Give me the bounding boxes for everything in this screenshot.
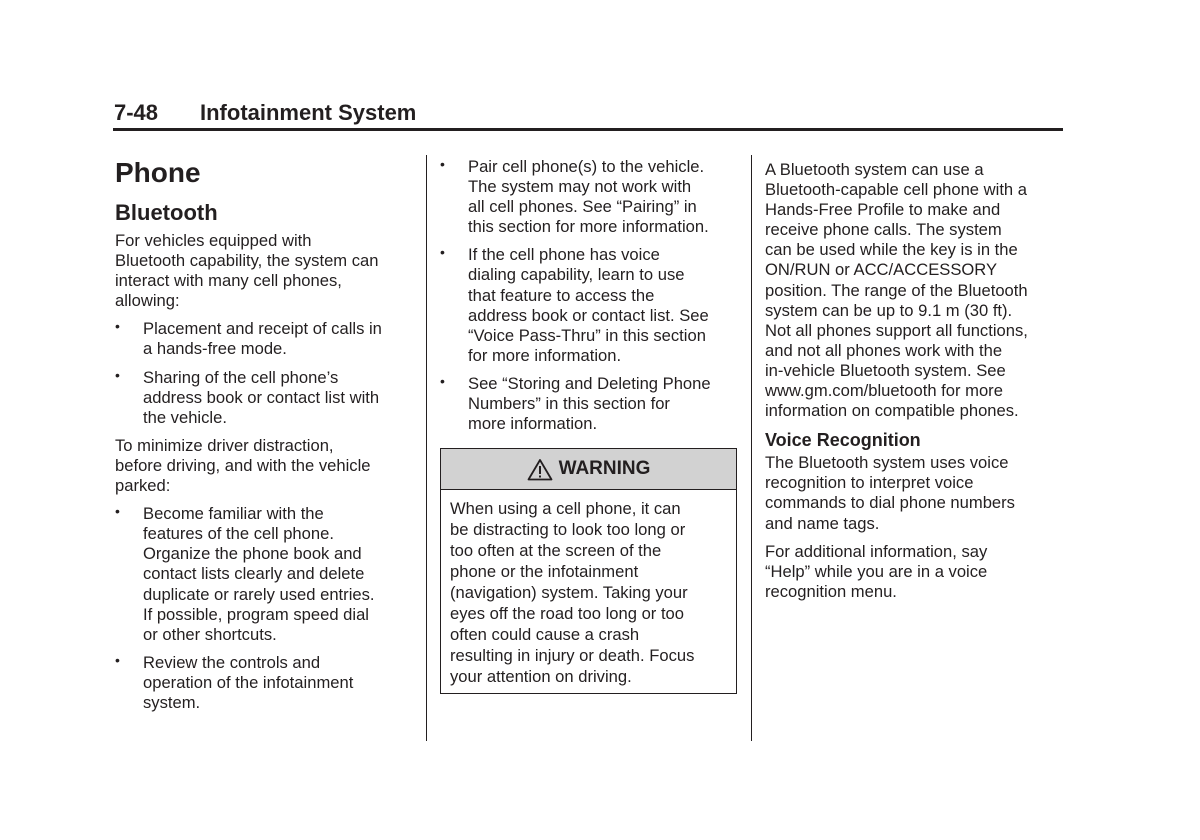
list-item: • Sharing of the cell phone’s address book or contact list with the vehicle. — [115, 366, 380, 427]
paragraph: For vehicles equipped with Bluetooth capability, the system can interact with many cell phones, allowing: — [115, 231, 379, 311]
column-divider — [751, 155, 752, 741]
warning-box — [440, 448, 737, 694]
column-divider — [426, 155, 427, 741]
warning-title: WARNING — [558, 458, 651, 480]
list-item: • Become familiar with the features of the cell phone. Organize the phone book and contact lists clearly and delete duplicate or rarely used entries. If possible, program speed dial or other shortcuts. — [115, 503, 375, 644]
list-item: • Placement and receipt of calls in a hands-free mode. — [115, 318, 382, 359]
bullet: • — [440, 244, 445, 261]
column-2 — [440, 157, 740, 694]
bullet: • — [115, 503, 120, 520]
warning-header — [441, 449, 736, 490]
warning-triangle-icon — [527, 458, 553, 481]
column-1 — [115, 155, 415, 721]
section-heading: Bluetooth — [115, 200, 218, 225]
list-item: • See “Storing and Deleting Phone Numbers” in this section for more information. — [440, 372, 711, 434]
list-item: • If the cell phone has voice dialing capability, learn to use that feature to access the address book or contact list. See “Voice Pass-Thru” in this section for more information. — [440, 244, 709, 365]
bullet-list — [115, 504, 415, 713]
paragraph: For additional information, say “Help” while you are in a voice recognition menu. — [765, 541, 988, 601]
page-header — [114, 100, 416, 126]
bullet: • — [115, 366, 120, 383]
section-title: Infotainment System — [200, 100, 417, 125]
subsection-heading: Voice Recognition — [765, 430, 921, 451]
warning-text: When using a cell phone, it can be distracting to look too long or too often at the screen of the phone or the infotainment (navigation) system. Taking your eyes off the road too long or too often could cause a crash resulting in injury or death. Focus your attention on driving. — [450, 499, 695, 687]
list-item: • Pair cell phone(s) to the vehicle. The system may not work with all cell phones. See “Pairing” in this section for more information. — [440, 156, 709, 237]
bullet: • — [440, 156, 445, 172]
bullet: • — [115, 651, 120, 668]
bullet: • — [440, 372, 445, 389]
list-item: • Review the controls and operation of the infotainment system. — [115, 651, 354, 712]
page-number: 7-48 — [114, 100, 159, 125]
column-3 — [765, 160, 1065, 610]
header-rule — [113, 128, 1063, 131]
bullet-list — [115, 319, 415, 427]
paragraph: A Bluetooth system can use a Bluetooth-capable cell phone with a Hands-Free Profile to make and receive phone calls. The system can be used while the key is in the ON/RUN or ACC/ACCESSORY position. The range of the Bluetooth system can be up to 9.1 m (30 ft). Not all phones support all functions, and not all phones work with the in-vehicle Bluetooth system. See www.gm.com/bluetooth for more information on compatible phones. — [765, 160, 1028, 421]
page-title: Phone — [115, 157, 201, 188]
paragraph: To minimize driver distraction, before driving, and with the vehicle parked: — [115, 435, 371, 496]
paragraph: The Bluetooth system uses voice recognition to interpret voice commands to dial phone numbers and name tags. — [765, 453, 1015, 533]
bullet-list — [440, 157, 740, 434]
bullet: • — [115, 318, 120, 335]
